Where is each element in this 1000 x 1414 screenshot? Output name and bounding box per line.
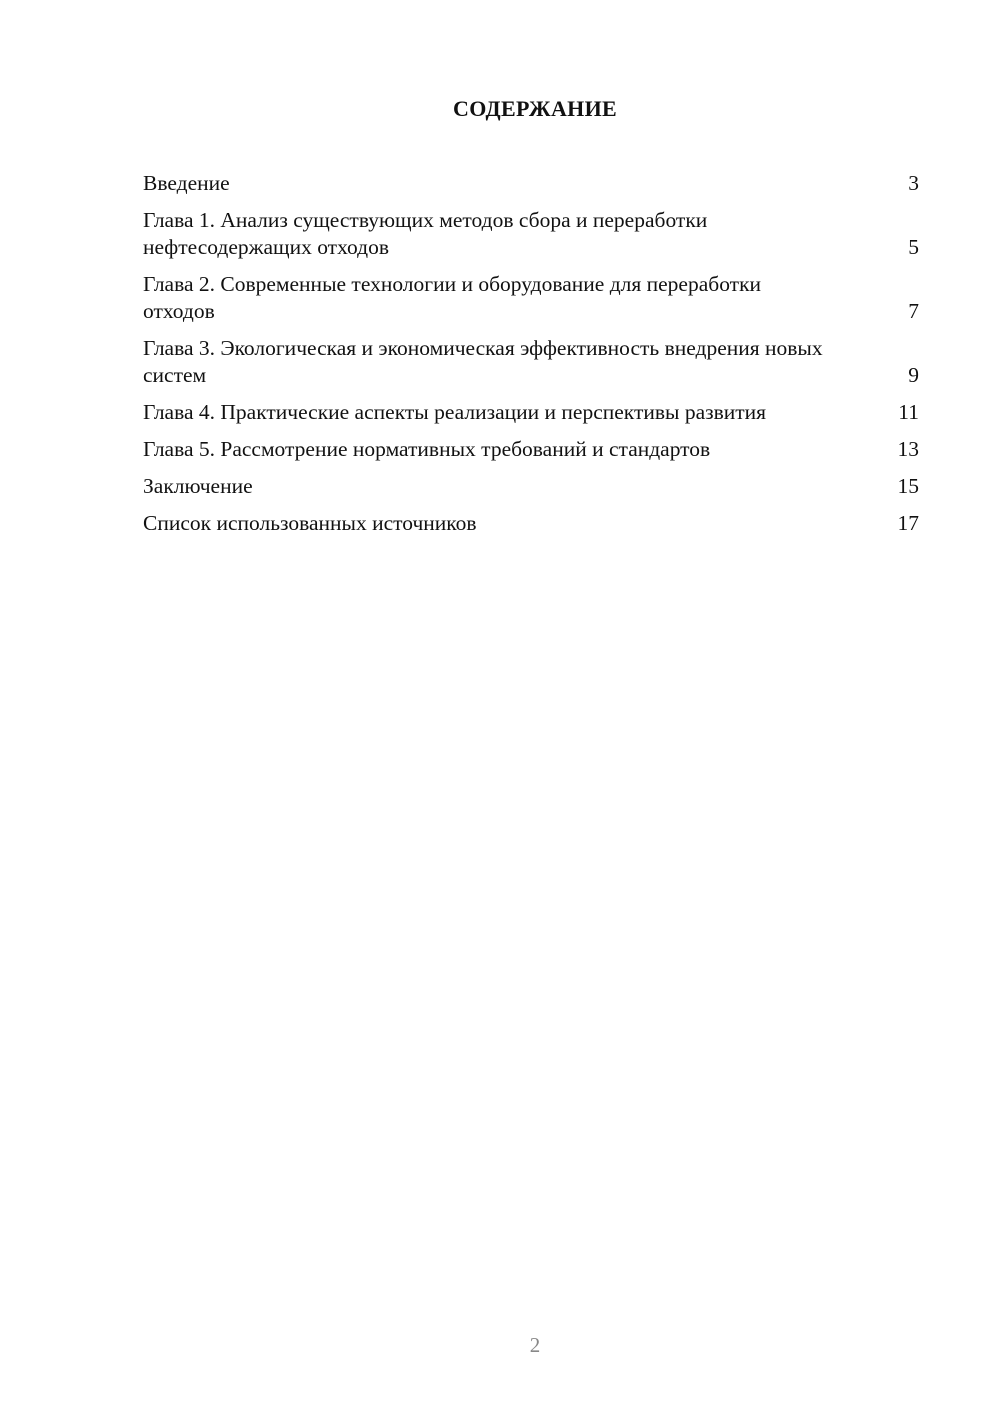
toc-entry-page: 17 (897, 511, 919, 535)
toc-entry-text: Глава 3. Экологическая и экономическая эффективность внедрения новых систем (143, 336, 823, 387)
toc-entry-text: Заключение (143, 474, 253, 498)
toc-entry-page: 11 (898, 400, 919, 424)
toc-entry-chapter-4 (143, 399, 919, 426)
toc-entry-text: Глава 2. Современные технологии и оборудование для переработки отходов (143, 272, 762, 323)
toc-entry-conclusion (143, 473, 919, 500)
toc-entry-text: Глава 5. Рассмотрение нормативных требований и стандартов (143, 437, 711, 461)
toc-entry-page: 9 (908, 363, 919, 387)
toc-entry-introduction (143, 170, 919, 197)
toc-entry-references (143, 510, 919, 537)
toc-entry-text: Глава 4. Практические аспекты реализации и перспективы развития (143, 400, 767, 424)
toc-entry-page: 3 (908, 171, 919, 195)
toc-entry-page: 13 (897, 437, 919, 461)
toc-entry-text: Список использованных источников (143, 511, 477, 535)
toc-entry-text: Глава 1. Анализ существующих методов сбора и переработки нефтесодержащих отходов (143, 208, 708, 259)
page-number: 2 (529, 1333, 541, 1357)
table-of-contents (143, 170, 919, 547)
page-title: СОДЕРЖАНИЕ (453, 96, 617, 121)
toc-entry-chapter-1 (143, 207, 919, 261)
toc-entry-chapter-5 (143, 436, 919, 463)
toc-entry-chapter-3 (143, 335, 919, 389)
toc-entry-page: 7 (908, 299, 919, 323)
toc-entry-text: Введение (143, 171, 230, 195)
toc-entry-page: 5 (908, 235, 919, 259)
toc-entry-page: 15 (897, 474, 919, 498)
toc-entry-chapter-2 (143, 271, 919, 325)
